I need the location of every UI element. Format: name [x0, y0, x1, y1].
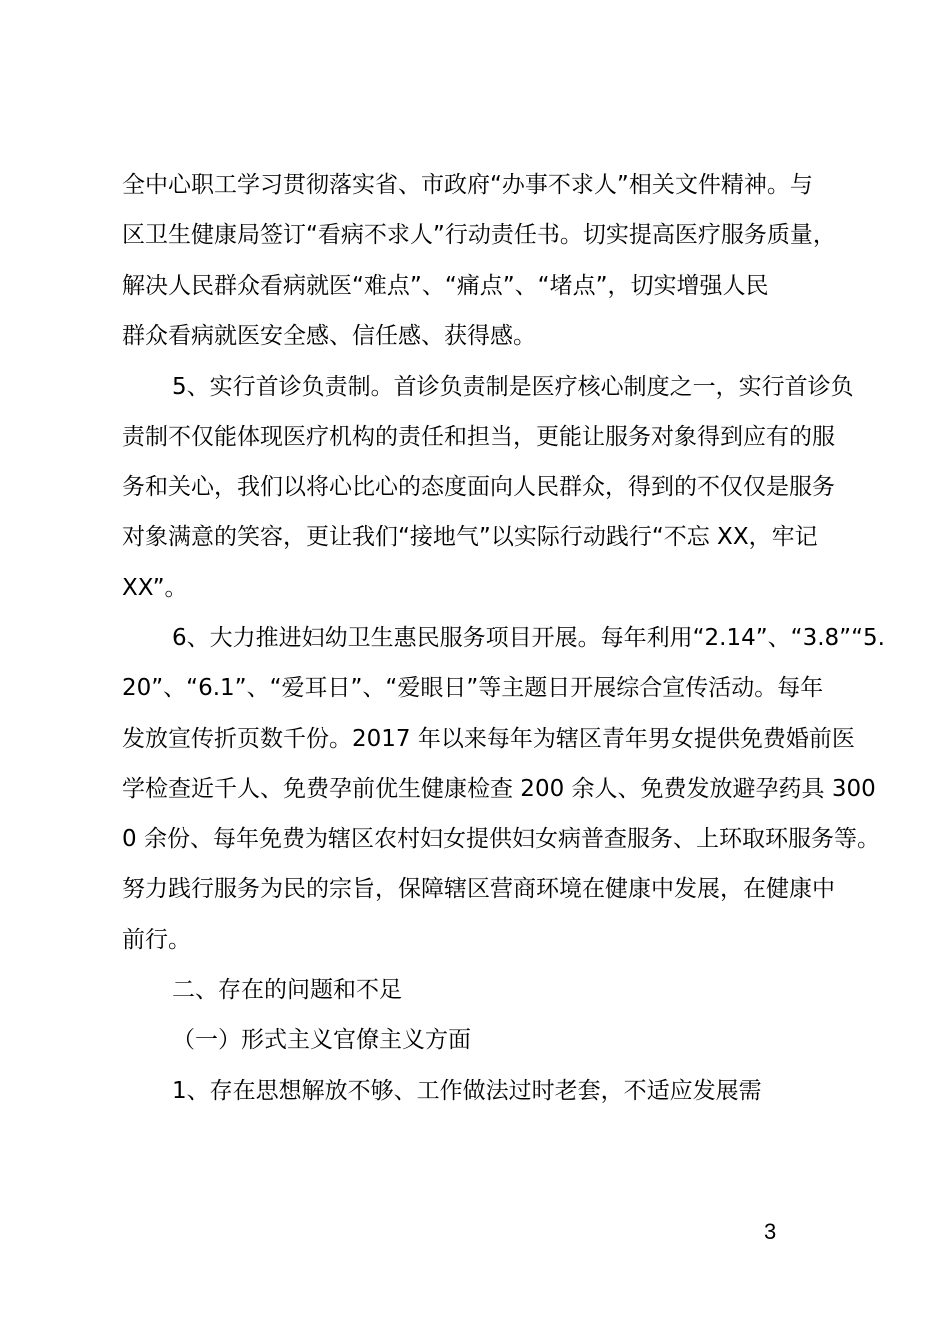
text-line: 群众看病就医安全感、信任感、获得感。 [122, 323, 536, 349]
page-number: 3 [764, 1219, 777, 1244]
text-line: 全中心职工学习贯彻落实省、市政府“办事不求人”相关文件精神。与 [122, 172, 813, 198]
text-line: XX”。 [122, 575, 188, 601]
text-line: 1、存在思想解放不够、工作做法过时老套，不适应发展需 [172, 1078, 762, 1104]
text-line: 责制不仅能体现医疗机构的责任和担当，更能让服务对象得到应有的服 [122, 424, 835, 450]
text-line: 5、实行首诊负责制。首诊负责制是医疗核心制度之一，实行首诊负 [172, 374, 854, 400]
text-line: 学检查近千人、免费孕前优生健康检查 200 余人、免费发放避孕药具 300 [122, 776, 876, 802]
text-line: 务和关心，我们以将心比心的态度面向人民群众，得到的不仅仅是服务 [122, 474, 835, 500]
text-line: 前行。 [122, 927, 191, 953]
subsection-heading: （一）形式主义官僚主义方面 [172, 1027, 471, 1053]
text-line: 6、大力推进妇幼卫生惠民服务项目开展。每年利用“2.14”、“3.8”“5. [172, 625, 885, 651]
text-line: 对象满意的笑容，更让我们“接地气”以实际行动践行“不忘 XX，牢记 [122, 524, 818, 550]
section-heading: 二、存在的问题和不足 [172, 977, 402, 1003]
text-line: 0 余份、每年免费为辖区农村妇女提供妇女病普查服务、上环取环服务等。 [122, 826, 880, 852]
text-line: 解决人民群众看病就医“难点”、“痛点”、“堵点”，切实增强人民 [122, 273, 769, 299]
text-line: 20”、“6.1”、“爱耳日”、“爱眼日”等主题日开展综合宣传活动。每年 [122, 675, 824, 701]
text-line: 发放宣传折页数千份。2017 年以来每年为辖区青年男女提供免费婚前医 [122, 726, 855, 752]
text-line: 努力践行服务为民的宗旨，保障辖区营商环境在健康中发展，在健康中 [122, 876, 835, 902]
text-line: 区卫生健康局签订“看病不求人”行动责任书。切实提高医疗服务质量， [122, 222, 836, 248]
